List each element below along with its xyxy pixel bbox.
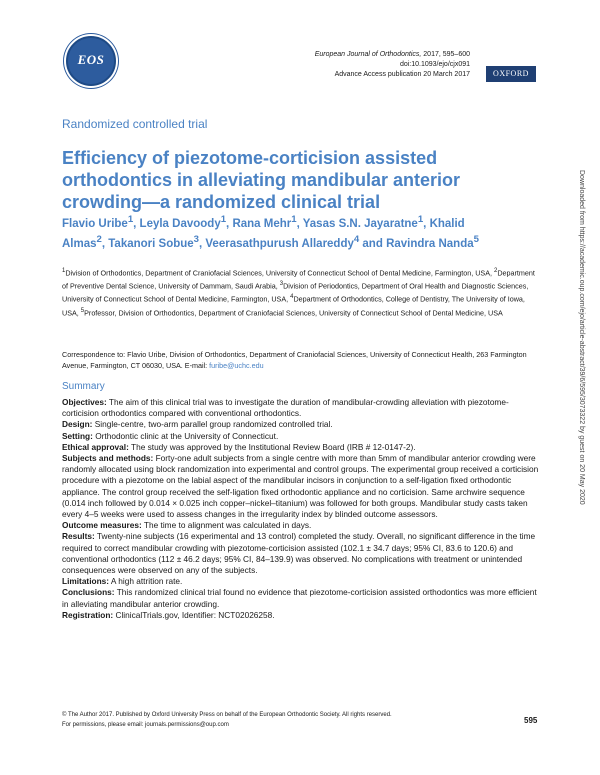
- journal-doi[interactable]: doi:10.1093/ejo/cjx091: [399, 61, 470, 68]
- author-name: Ravindra Nanda: [386, 238, 474, 251]
- summary-text: A high attrition rate.: [109, 576, 183, 587]
- summary-text: Orthodontic clinic at the University of Connecticut.: [92, 430, 279, 441]
- affiliation-text: Department of Preventive Dental Science, University of Dammam, Saudi Arabia,: [62, 268, 535, 291]
- summary-section: [62, 431, 540, 442]
- author-affiliation-mark: 1: [417, 214, 424, 225]
- author-separator: and: [359, 238, 387, 251]
- summary-label: Subjects and methods:: [62, 453, 154, 464]
- author-separator: ,: [423, 217, 430, 230]
- footer: [62, 710, 482, 730]
- summary-section: [62, 531, 540, 576]
- summary-label: Setting:: [62, 430, 93, 441]
- author-affiliation-mark: 2: [96, 234, 102, 246]
- summary-text: Single-centre, two-arm parallel group randomized controlled trial.: [92, 419, 333, 430]
- correspondence: [62, 350, 540, 372]
- journal-info: [315, 50, 470, 80]
- summary-text: The study was approved by the Institutional Review Board (IRB # 12-0147-2).: [128, 441, 416, 452]
- summary-section: [62, 610, 540, 621]
- summary-heading: Summary: [62, 381, 105, 392]
- affiliation-text: Department of Orthodontics, College of Dentistry, The University of Iowa, USA,: [62, 294, 525, 317]
- author-affiliation-mark: 4: [353, 234, 360, 246]
- oxford-logo: OXFORD: [486, 66, 536, 82]
- affiliation-mark: 2: [494, 268, 498, 274]
- author-name: Rana Mehr: [232, 217, 292, 230]
- permissions: For permissions, please email: journals.permissions@oup.com: [62, 722, 229, 728]
- summary-label: Registration:: [62, 609, 114, 620]
- summary-section: [62, 419, 540, 430]
- page-number: 595: [524, 716, 538, 725]
- affiliation-text: Division of Orthodontics, Department of Craniofacial Sciences, University of Connecticut School of Dental Medicine, Farmington, USA,: [65, 268, 494, 278]
- affiliation-text: Division of Periodontics, Department of Oral Health and Diagnostic Sciences, University of Connecticut School of Dental Medicine, Farmington, USA,: [62, 281, 529, 304]
- summary-label: Results:: [62, 531, 95, 542]
- summary-section: [62, 442, 540, 453]
- copyright: © The Author 2017. Published by Oxford University Press on behalf of the European Orthodontic Society. All rights reserved.: [62, 712, 392, 718]
- summary-text: This randomized clinical trial found no evidence that piezotome-corticision assisted orthodontics was more efficient in alleviating mandibular anterior crowding.: [62, 587, 537, 609]
- journal-volume: 2017, 595–600: [423, 51, 470, 58]
- author-name: Leyla Davoody: [139, 217, 221, 230]
- author-affiliation-mark: 3: [193, 234, 199, 246]
- download-note: Downloaded from https://academic.oup.com/ejo/article-abstract/39/6/595/3073322 by guest on 20 May 2020: [578, 170, 585, 505]
- author-list: [62, 212, 482, 253]
- summary-label: Ethical approval:: [62, 441, 129, 452]
- correspondence-text: Correspondence to: Flavio Uribe, Division of Orthodontics, Department of Craniofacial Sciences, University of Connecticut Health, 263 Farmington Avenue, Farmington, CT 06030, USA. E-mail:: [62, 350, 527, 370]
- summary-label: Outcome measures:: [62, 520, 142, 531]
- article-title: Efficiency of piezotome-corticision assisted orthodontics in alleviating mandibular anterior crowding—a randomized clinical trial: [62, 148, 461, 212]
- summary-section: [62, 576, 540, 587]
- summary-label: Conclusions:: [62, 587, 115, 598]
- advance-access: Advance Access publication 20 March 2017: [334, 71, 470, 78]
- author-separator: ,: [226, 217, 233, 230]
- affiliation-mark: 4: [290, 294, 294, 301]
- summary-label: Limitations:: [62, 576, 110, 587]
- journal-name: European Journal of Orthodontics,: [314, 51, 422, 58]
- author-affiliation-mark: 1: [291, 214, 297, 225]
- author-affiliation-mark: 1: [220, 214, 227, 225]
- summary-section: [62, 587, 540, 609]
- summary-section: [62, 520, 540, 531]
- author-separator: ,: [199, 238, 206, 251]
- article-type: Randomized controlled trial: [62, 117, 208, 131]
- author-affiliation-mark: 5: [473, 234, 479, 246]
- author-separator: ,: [133, 217, 140, 230]
- author-name: Takanori Sobue: [108, 238, 194, 251]
- correspondence-email[interactable]: furibe@uchc.edu: [209, 360, 264, 370]
- author-name: Veerasathpurush Allareddy: [205, 238, 354, 251]
- summary-text: Forty-one adult subjects from a single centre with more than 5mm of mandibular anterior crowding were randomly allocated using block randomization into experimental and control groups. The experimental group received a corticision procedure with a piezotome on the labial aspect of the mandibular incisors in conjunction to a self-ligation fixed orthodontic appliance. The control group received the self-ligation fixed orthodontic appliance and no corticision. Same archwire sequence (0.014 inch followed by 0.014 × 0.025 inch copper–nickel–titanium) was followed for both groups. Mandibular study casts taken every 4–5 weeks were used to assess changes in the irregularity index by blinded outcome assessors.: [62, 453, 539, 520]
- journal-citation: [315, 50, 470, 60]
- logo-text: EOS: [77, 52, 105, 67]
- summary-label: Objectives:: [62, 397, 107, 407]
- summary-text: ClinicalTrials.gov, Identifier: NCT02026258.: [113, 609, 275, 620]
- author-name: Khalid Almas: [62, 217, 465, 251]
- author-name: Yasas S.N. Jayaratne: [302, 217, 418, 230]
- affiliation-mark: 3: [279, 281, 284, 288]
- eos-logo: [66, 36, 116, 86]
- author-separator: ,: [296, 217, 303, 230]
- affiliation-mark: 5: [80, 307, 85, 314]
- summary-body: [62, 397, 540, 621]
- summary-section: [62, 453, 540, 520]
- summary-text: Twenty-nine subjects (16 experimental and 13 control) completed the study. Overall, no significant difference in the time required to correct mandibular crowding with piezotome-corticision assisted (102.1 ± 34.7 days; 95% CI, 83.6 to 120.6) and conventional orthodontics (112 ± 46.2 days; 95% CI, 84–139.9) was observed. No complications with treatment or unintended consequences were observed on any of the subjects.: [62, 531, 536, 576]
- summary-section: [62, 397, 540, 419]
- summary-text: The time to alignment was calculated in days.: [141, 520, 312, 531]
- summary-label: Design:: [62, 419, 93, 430]
- summary-text: The aim of this clinical trial was to investigate the duration of mandibular-crowding alleviation with piezotome-corticision orthodontics compared with conventional orthodontics.: [62, 397, 509, 419]
- author-name: Flavio Uribe: [62, 217, 128, 230]
- affiliations: [62, 266, 540, 319]
- affiliation-mark: 1: [62, 268, 66, 274]
- author-separator: ,: [101, 238, 109, 251]
- author-affiliation-mark: 1: [127, 214, 134, 225]
- affiliation-text: Professor, Division of Orthodontics, Department of Craniofacial Sciences, University of Connecticut School of Dental Medicine, USA: [84, 307, 503, 317]
